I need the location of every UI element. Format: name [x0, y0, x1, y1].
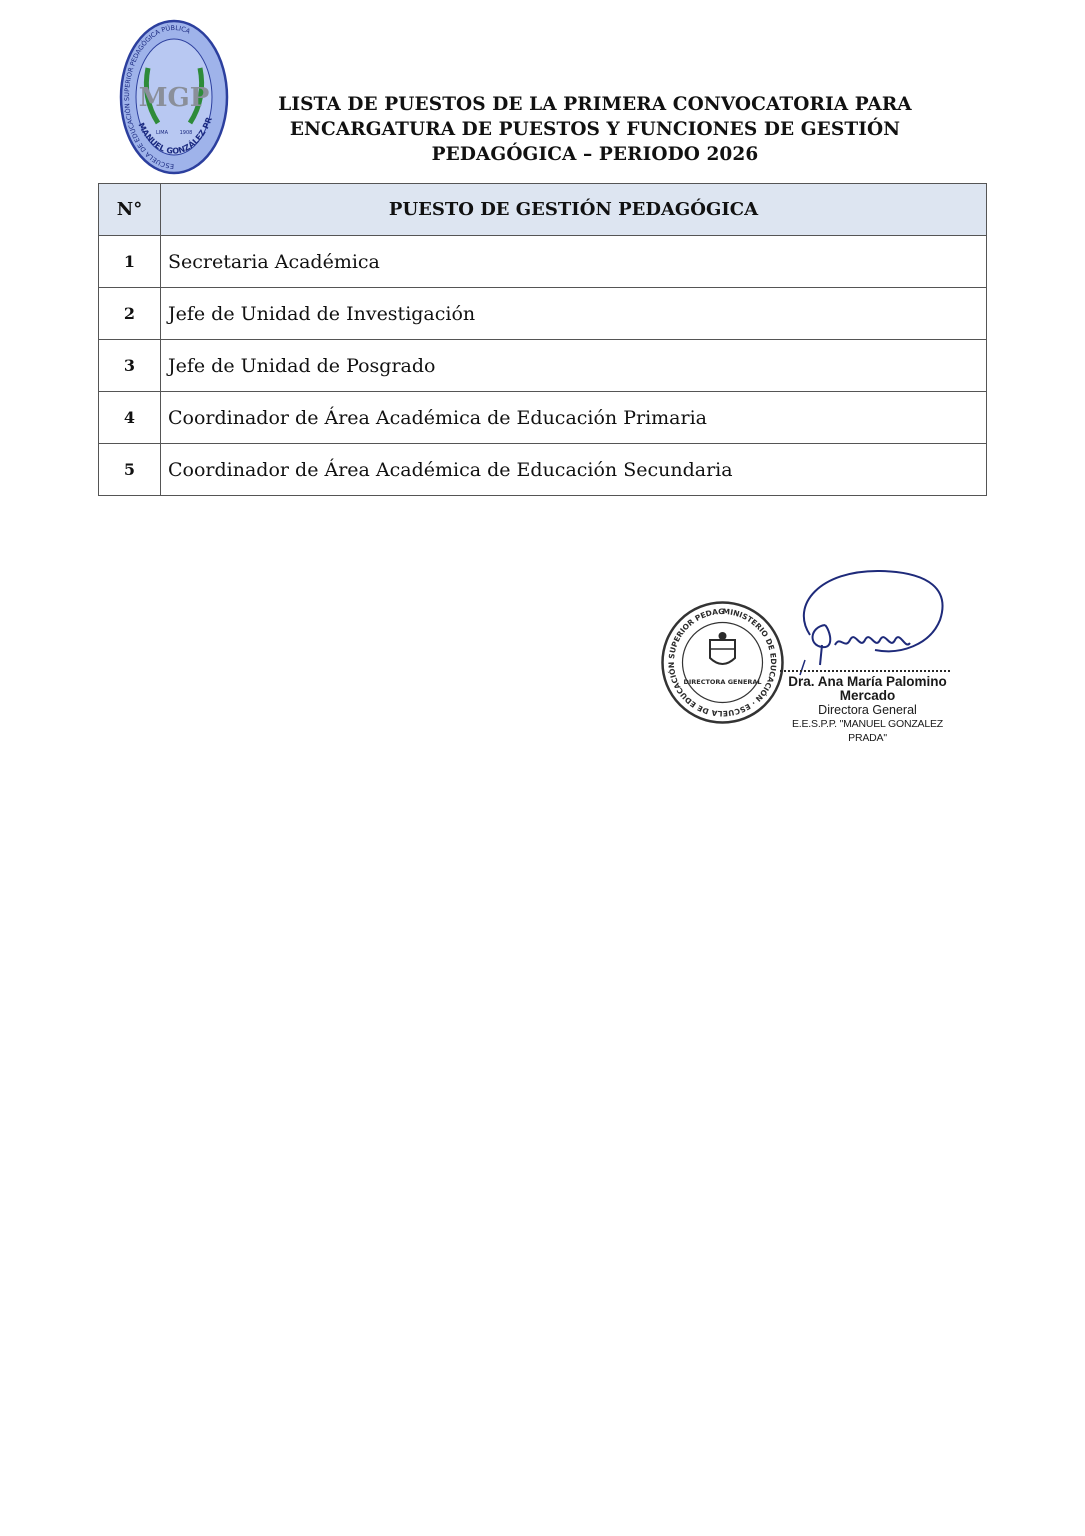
positions-table [98, 183, 987, 496]
title-line-1: LISTA DE PUESTOS DE LA PRIMERA CONVOCATORIA PARA [278, 94, 912, 115]
title-line-2: ENCARGATURA DE PUESTOS Y FUNCIONES DE GESTIÓN [289, 119, 901, 140]
institution-logo [118, 18, 230, 176]
row-position: Coordinador de Área Académica de Educación Secundaria [161, 444, 987, 496]
signatory-institution: E.E.S.P.P. "MANUEL GONZALEZ PRADA" [791, 718, 944, 744]
logo-year: 1908 [179, 130, 193, 136]
row-number: 1 [99, 236, 161, 288]
logo-ring-text: ESCUELA DE EDUCACIÓN SUPERIOR PEDAGÓGICA PÚBLICA [123, 23, 192, 171]
table-row [99, 392, 987, 444]
logo-city: LIMA [156, 130, 168, 136]
row-number: 3 [99, 340, 161, 392]
stamp-ring-text: MINISTERIO DE EDUCACIÓN · ESCUELA DE EDUCACIÓN SUPERIOR PEDAG [666, 606, 779, 719]
signature-line [780, 670, 950, 672]
row-position: Coordinador de Área Académica de Educación Primaria [161, 392, 987, 444]
table-row [99, 288, 987, 340]
stamp-center-text: DIRECTORA GENERAL [683, 678, 762, 686]
document-title [250, 92, 940, 167]
signatory-role: Directora General [818, 703, 917, 717]
logo-monogram: MGP [138, 83, 210, 113]
row-number: 2 [99, 288, 161, 340]
row-position: Jefe de Unidad de Investigación [161, 288, 987, 340]
column-header-number: N° [99, 184, 161, 236]
official-stamp [660, 600, 785, 725]
svg-text:MINISTERIO DE EDUCACIÓN · ESCU [660, 600, 778, 718]
row-number: 5 [99, 444, 161, 496]
title-line-3: PEDAGÓGICA – PERIODO 2026 [431, 144, 759, 165]
handwritten-signature [780, 565, 955, 685]
signatory-name: Dra. Ana María Palomino Mercado [788, 674, 947, 703]
table-header-row [99, 184, 987, 236]
row-number: 4 [99, 392, 161, 444]
table-row [99, 236, 987, 288]
table-row [99, 340, 987, 392]
column-header-position: PUESTO DE GESTIÓN PEDAGÓGICA [161, 184, 987, 236]
logo-name-text: MANUEL GONZÁLEZ PR [136, 115, 214, 156]
coat-of-arms-icon [710, 632, 735, 664]
row-position: Jefe de Unidad de Posgrado [161, 340, 987, 392]
row-position: Secretaria Académica [161, 236, 987, 288]
table-row [99, 444, 987, 496]
signature-block [775, 675, 960, 745]
